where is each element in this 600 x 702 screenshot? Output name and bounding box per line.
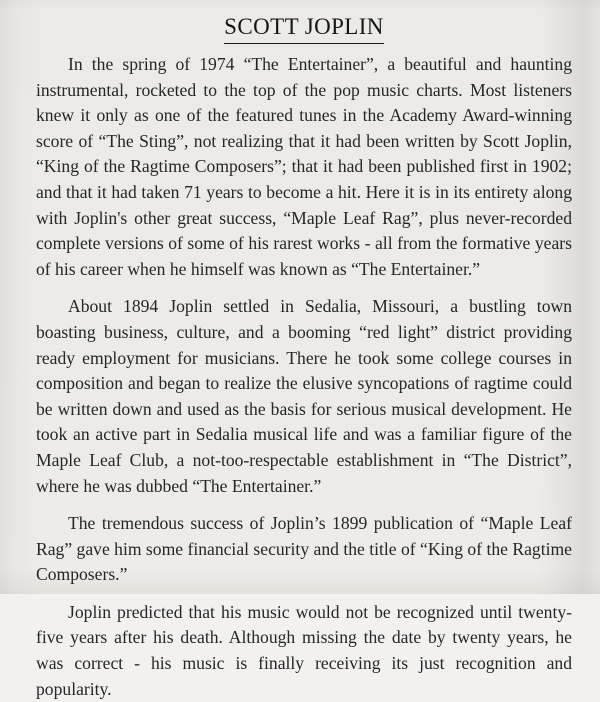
paragraph-1: In the spring of 1974 “The Entertainer”, a beautiful and haunting instrumental, rocketed to the top of the pop music charts. Most listeners knew it only as one of the featured tunes in the Academy Award-winning score of “The Sting”, not realizing that it had been written by Scott Joplin, “King of the Ragtime Composers”; that it had been published first in 1902; and that it had taken 71 years to become a hit. Here it is in its entirety along with Joplin's other great success, “Maple Leaf Rag”, plus never-recorded complete versions of some of his rarest works - all from the formative years of his career when he himself was known as “The Entertainer.” bbox=[36, 54, 572, 279]
document-body bbox=[36, 52, 572, 702]
page-title-text: SCOTT JOPLIN bbox=[224, 12, 384, 44]
paragraph-4: Joplin predicted that his music would not be recognized until twenty-five years after his death. Although missing the date by twenty years, he was correct - his music is finally receiving its just recognition and popularity. bbox=[36, 601, 572, 699]
paragraph-2: About 1894 Joplin settled in Sedalia, Missouri, a bustling town boasting business, culture, and a booming “red light” district providing ready employment for musicians. There he took some college courses in composition and began to realize the elusive syncopations of ragtime could be written down and used as the basis for serious musical development. He took an active part in Sedalia musical life and was a familiar figure of the Maple Leaf Club, a not-too-respectable establishment in “The District”, where he was dubbed “The Entertainer.” bbox=[36, 296, 572, 496]
page-title bbox=[36, 12, 572, 44]
paragraph-3: The tremendous success of Joplin’s 1899 publication of “Maple Leaf Rag” gave him some financial security and the title of “King of the Ragtime Composers.” bbox=[36, 513, 572, 585]
